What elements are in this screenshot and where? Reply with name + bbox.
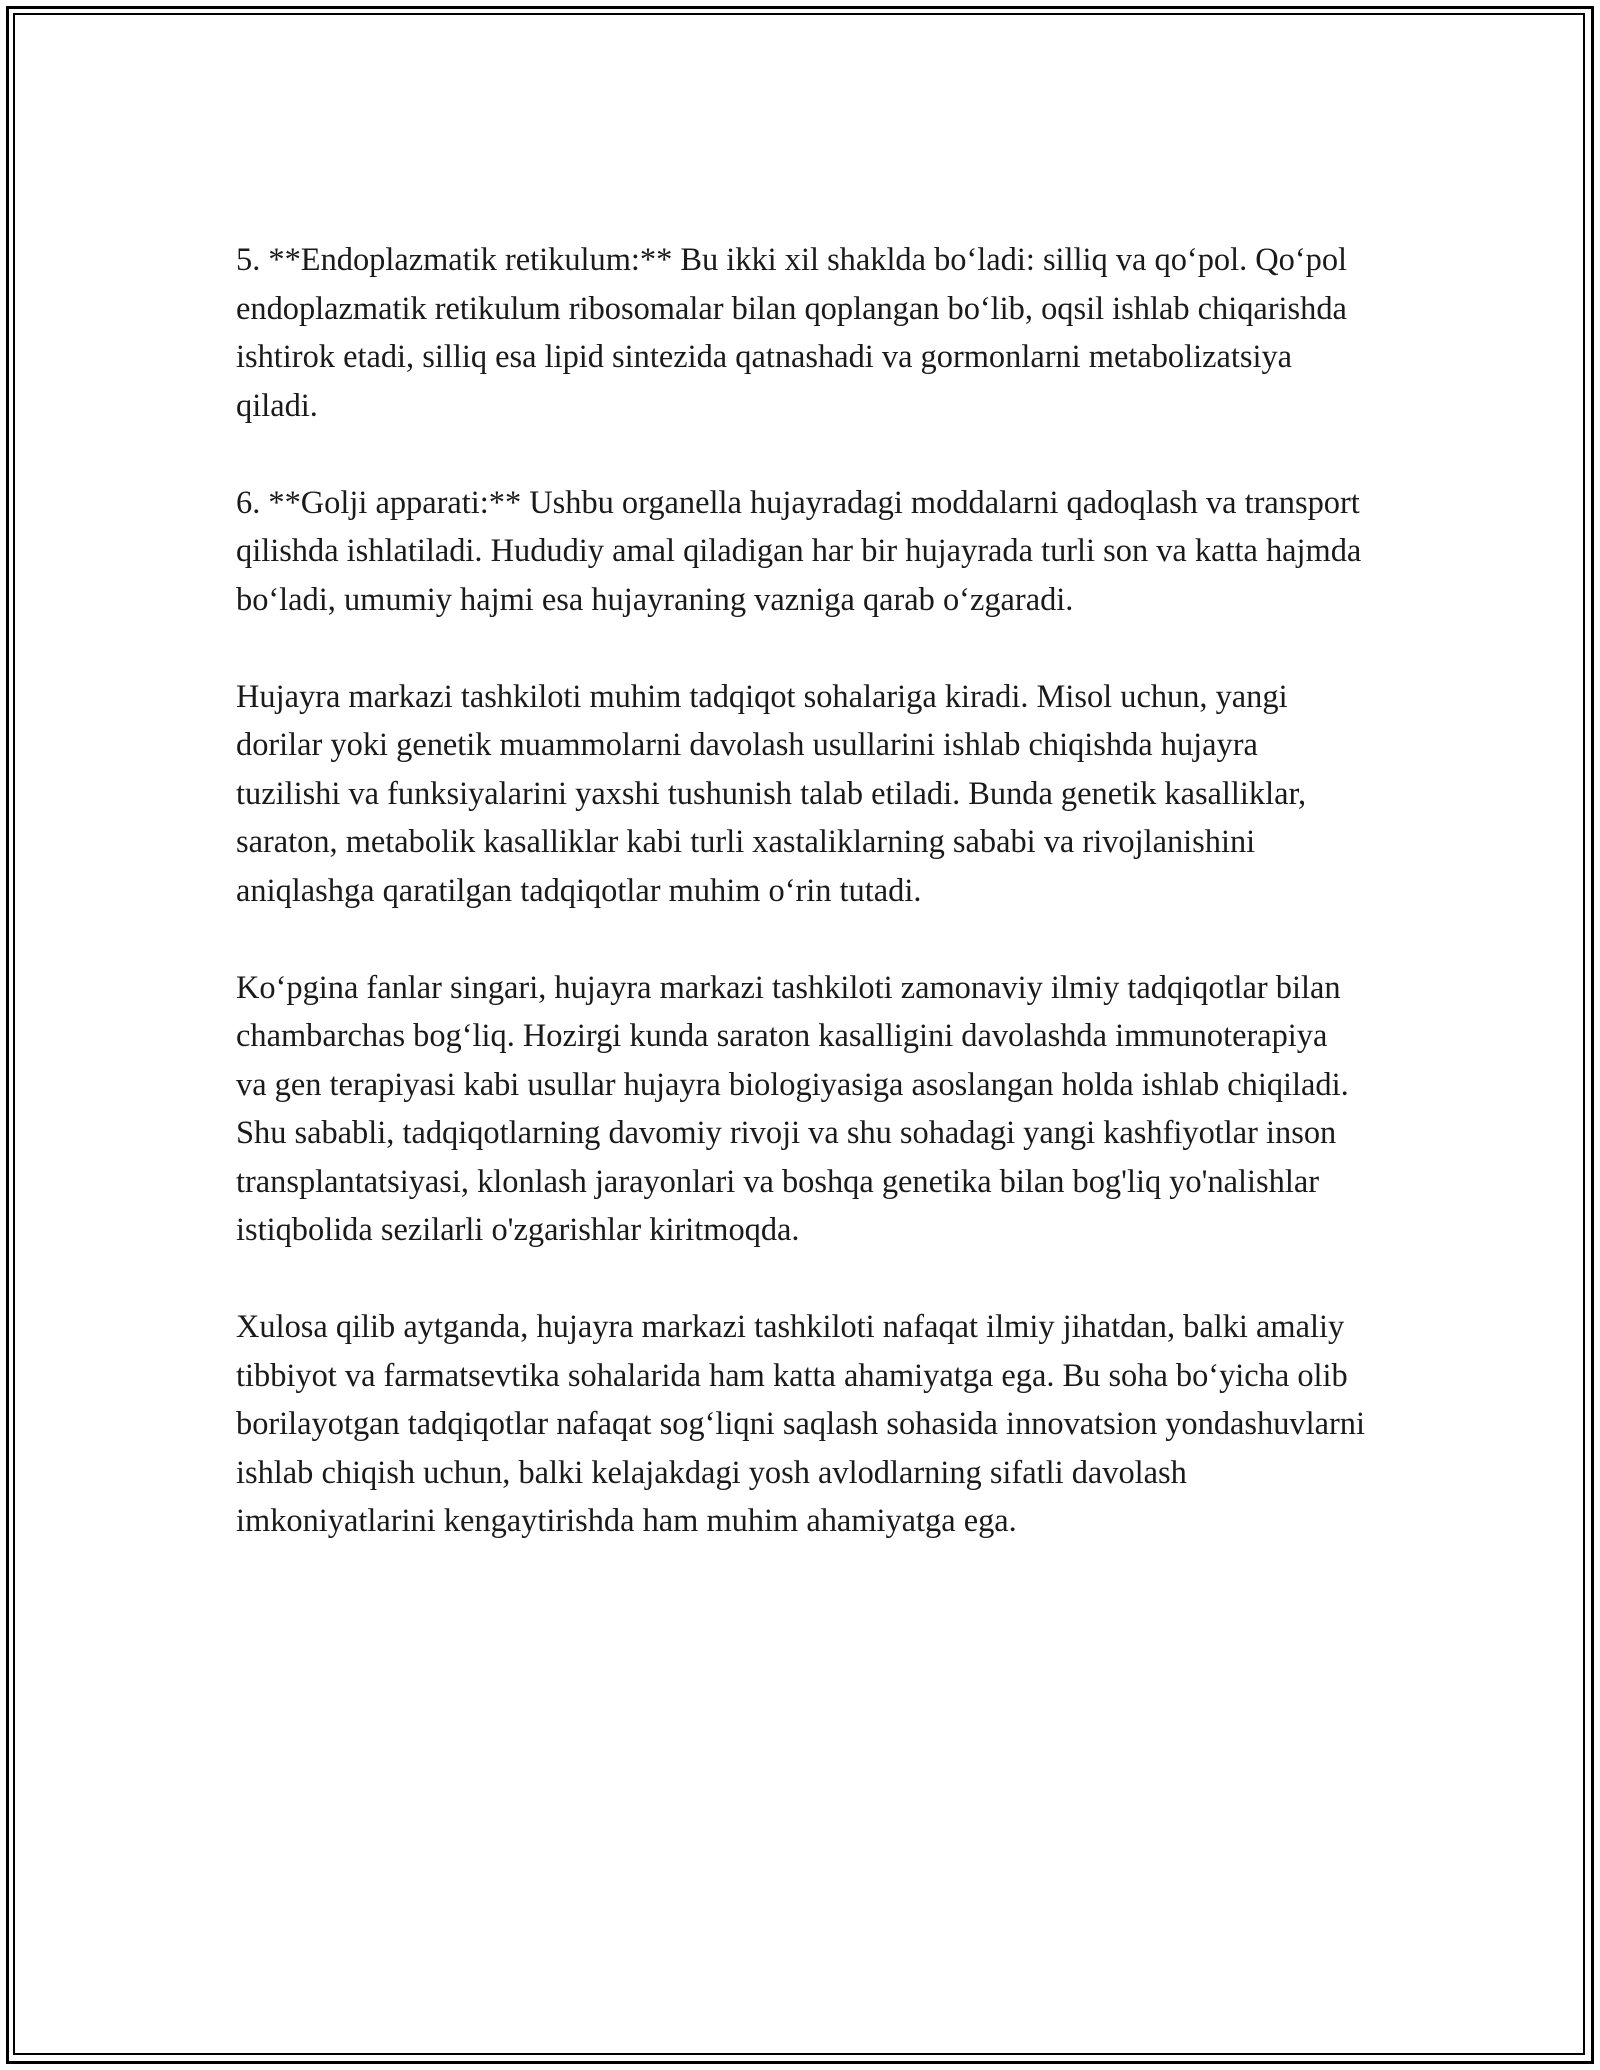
paragraph-endoplasmic-reticulum: 5. **Endoplazmatik retikulum:** Bu ikki xil shaklda bo‘ladi: silliq va qo‘pol. Qo‘pol endoplazmatik retikulum ribosomalar bilan qoplangan bo‘lib, oqsil ishlab chiqarishda ishtirok etadi, silliq esa lipid sintezida qatnashadi va gormonlarni metabolizatsiya qiladi. [236, 242, 1348, 424]
paragraph-conclusion: Xulosa qilib aytganda, hujayra markazi tashkiloti nafaqat ilmiy jihatdan, balki amaliy tibbiyot va farmatsevtika sohalarida ham katta ahamiyatga ega. Bu soha bo‘yicha olib borilayotgan tadqiqotlar nafaqat sog‘liqni saqlash sohasida innovatsion yondashuvlarni ishlab chiqish uchun, balki kelajakdagi yosh avlodlarning sifatli davolash imkoniyatlarini kengaytirishda ham muhim ahamiyatga ega. [236, 1309, 1365, 1539]
paragraph-modern-research: Ko‘pgina fanlar singari, hujayra markazi tashkiloti zamonaviy ilmiy tadqiqotlar bilan chambarchas bog‘liq. Hozirgi kunda saraton kasalligini davolashda immunoterapiya va gen terapiyasi kabi usullar hujayra biologiyasiga asoslangan holda ishlab chiqiladi. Shu sababli, tadqiqotlarning davomiy rivoji va shu sohadagi yangi kashfiyotlar inson transplantatsiyasi, klonlash jarayonlari va boshqa genetika bilan bog'liq yo'nalishlar istiqbolida sezilarli o'zgarishlar kiritmoqda. [236, 969, 1349, 1248]
paragraph-golgi-apparatus: 6. **Golji apparati:** Ushbu organella hujayradagi moddalarni qadoqlash va transport qilishda ishlatiladi. Hududiy amal qiladigan har bir hujayrada turli son va katta hajmda bo‘ladi, umumiy hajmi esa hujayraning vazniga qarab o‘zgaradi. [236, 484, 1362, 618]
document-body [236, 236, 1366, 1594]
paragraph-research-fields: Hujayra markazi tashkiloti muhim tadqiqot sohalariga kiradi. Misol uchun, yangi dorilar yoki genetik muammolarni davolash usullarini ishlab chiqishda hujayra tuzilishi va funksiyalarini yaxshi tushunish talab etiladi. Bunda genetik kasalliklar, saraton, metabolik kasalliklar kabi turli xastaliklarning sababi va rivojlanishini aniqlashga qaratilgan tadqiqotlar muhim o‘rin tutadi. [236, 678, 1307, 909]
